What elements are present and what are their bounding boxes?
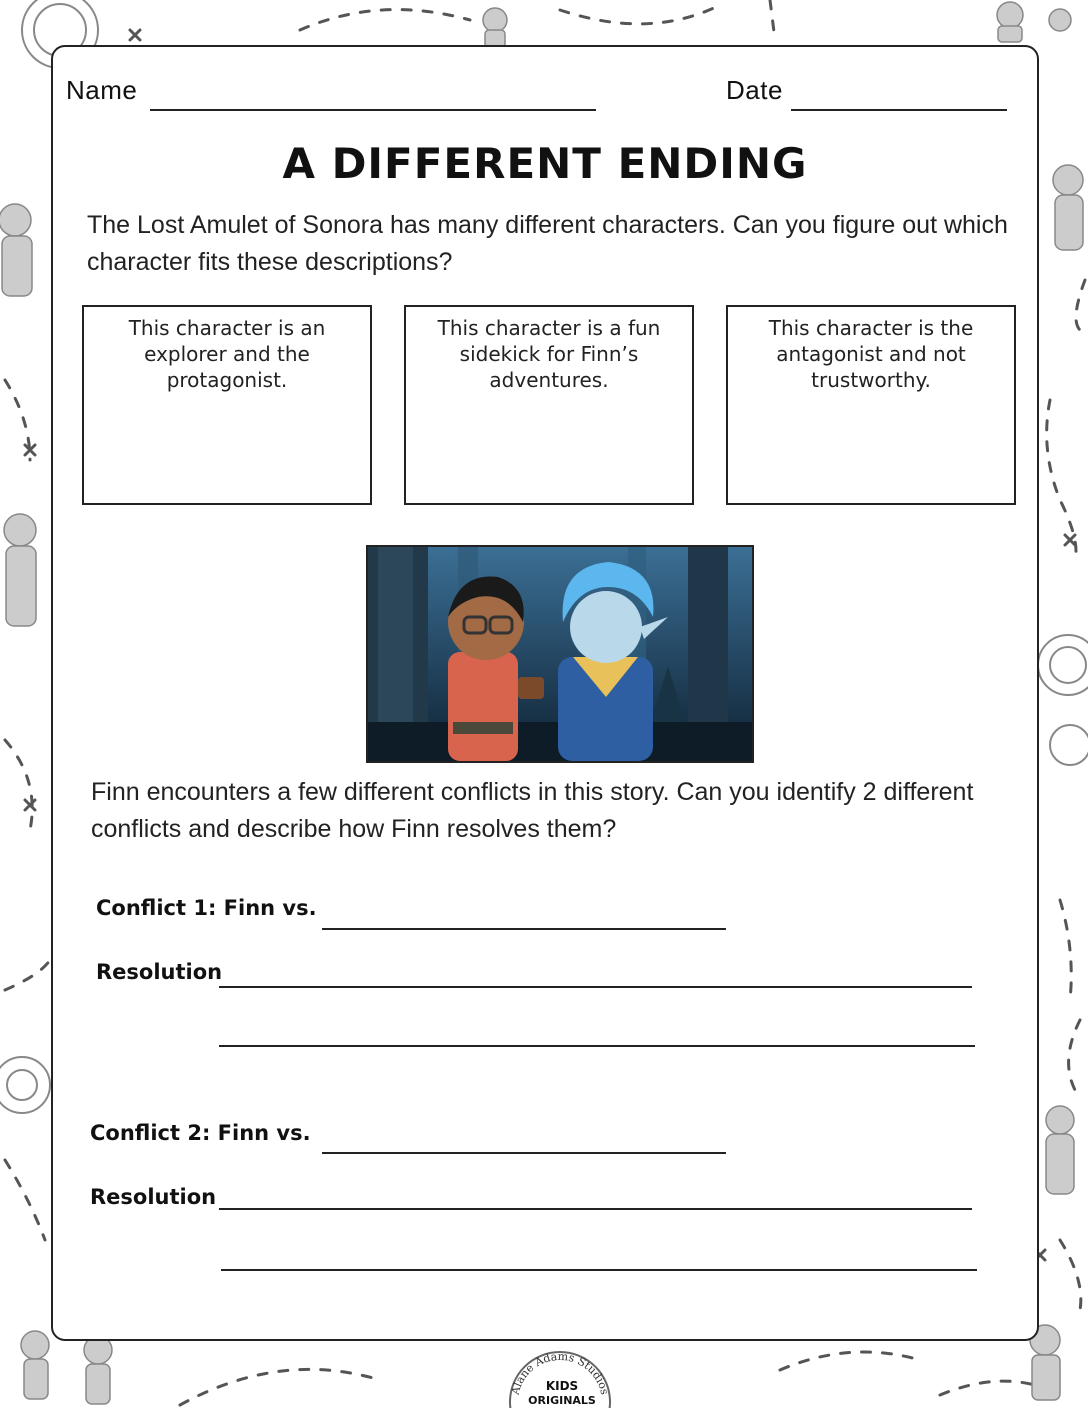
conflict-2-label: Conflict 2: Finn vs. [90,1121,311,1145]
logo-arc-text: Alane Adams Studios [508,1349,612,1397]
character-box-1[interactable] [82,305,372,505]
resolution-2-input-line-1[interactable] [219,1208,972,1210]
conflict-1-input-line[interactable] [322,928,726,930]
character-box-3[interactable] [726,305,1016,505]
conflict-2-input-line[interactable] [322,1152,726,1154]
kids-originals-logo [504,1334,616,1408]
logo-line-2: ORIGINALS [528,1394,596,1407]
resolution-1-input-line-2[interactable] [219,1045,975,1047]
worksheet-title: A DIFFERENT ENDING [282,139,808,188]
resolution-1-input-line-1[interactable] [219,986,972,988]
name-input-line[interactable] [150,109,596,111]
resolution-2-label: Resolution [90,1185,217,1209]
forest-scene-image [368,547,752,761]
name-label: Name [66,75,138,105]
conflicts-prompt: Finn encounters a few different conflicts in this story. Can you identify 2 different conflicts and describe how Finn resolves them? [91,778,974,843]
character-box-3-description: This character is the antagonist and not trustworthy. [768,316,974,392]
character-box-2-description: This character is a fun sidekick for Finn’s adventures. [437,316,661,392]
intro-paragraph: The Lost Amulet of Sonora has many different characters. Can you figure out which character fits these descriptions? [87,211,1008,276]
date-input-line[interactable] [791,109,1007,111]
conflict-1-label: Conflict 1: Finn vs. [96,896,317,920]
story-illustration [366,545,754,763]
date-label: Date [726,75,783,105]
worksheet-card [51,45,1039,1341]
resolution-1-label: Resolution [96,960,223,984]
resolution-2-input-line-2[interactable] [221,1269,977,1271]
logo-line-1: KIDS [545,1379,579,1393]
character-box-2[interactable] [404,305,694,505]
character-box-1-description: This character is an explorer and the protagonist. [128,316,326,392]
